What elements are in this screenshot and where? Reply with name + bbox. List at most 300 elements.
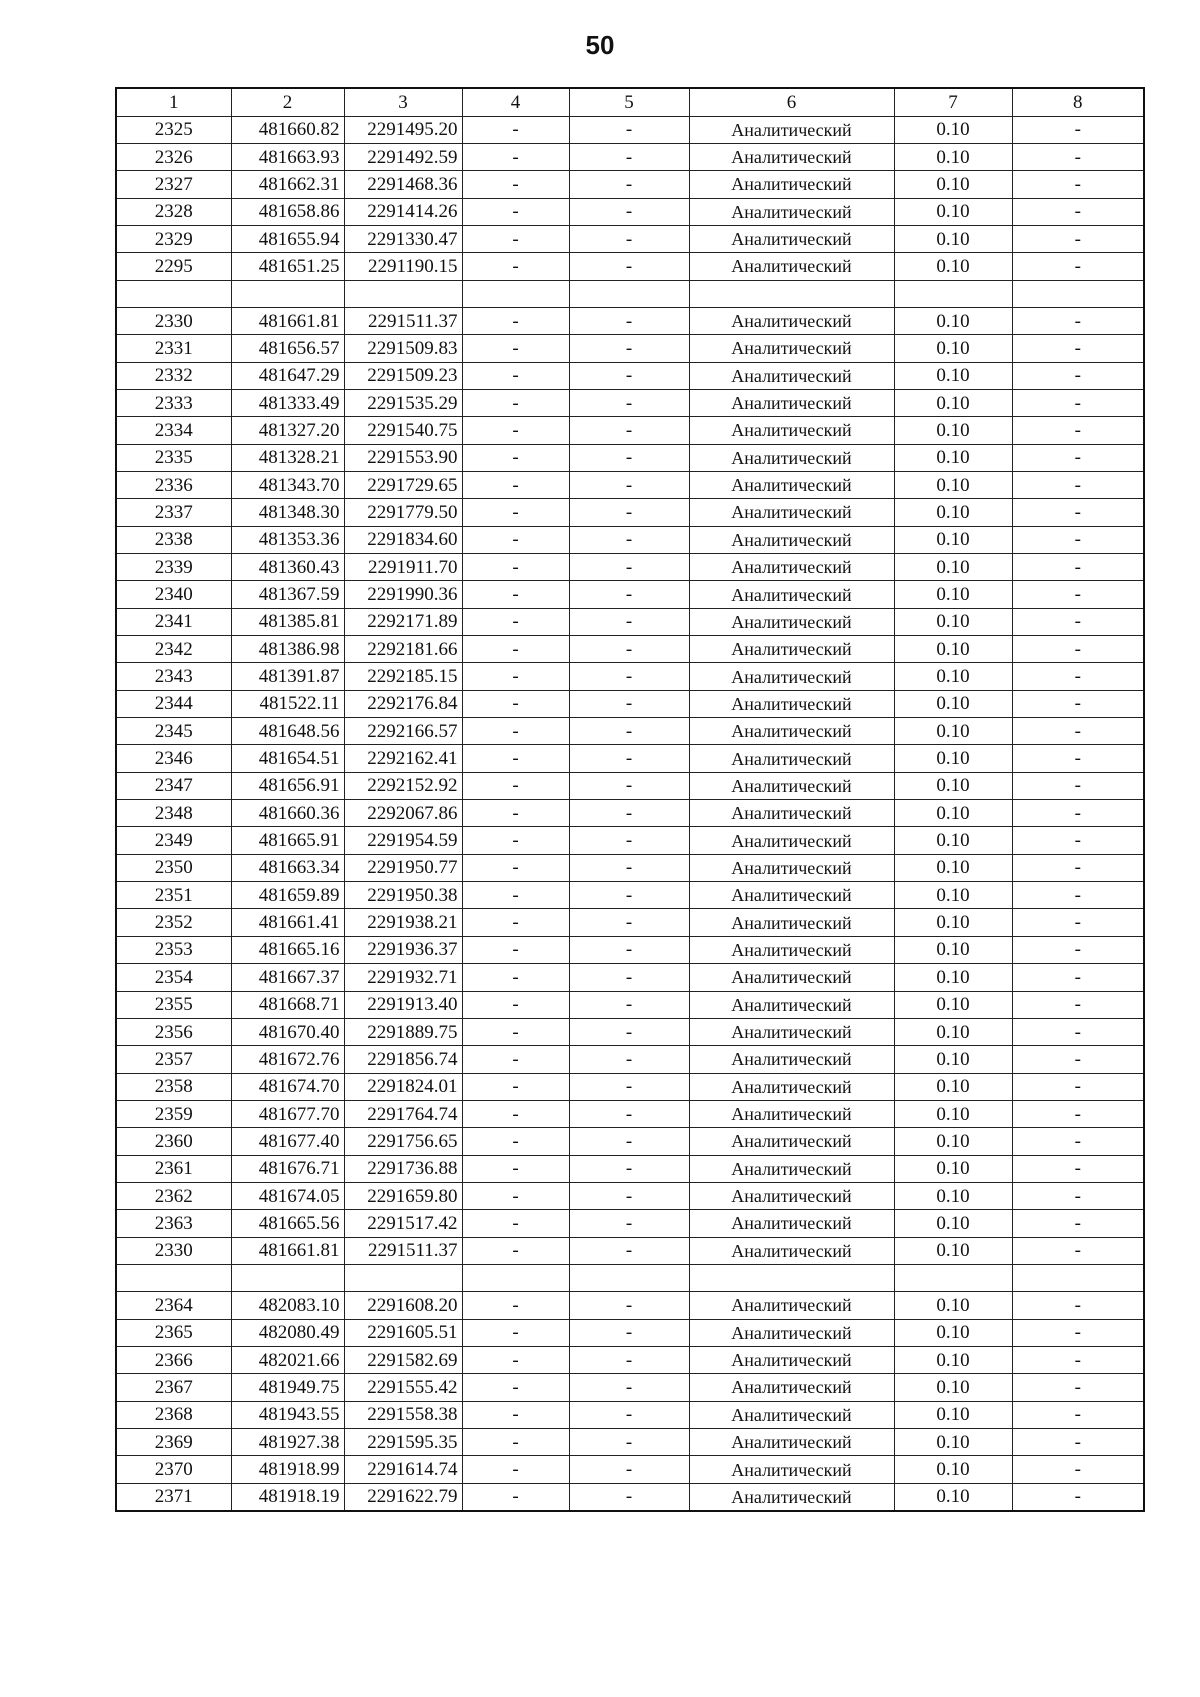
method-cell: Аналитический (689, 964, 894, 991)
method-cell: Аналитический (689, 225, 894, 252)
x-coordinate-cell: 481658.86 (231, 198, 344, 225)
y-coordinate-cell: 2291540.75 (344, 417, 462, 444)
column-4-cell: - (462, 827, 569, 854)
point-number-cell: 2368 (116, 1401, 231, 1428)
column-4-cell: - (462, 718, 569, 745)
point-number-cell: 2369 (116, 1429, 231, 1456)
column-8-cell: - (1012, 1210, 1144, 1237)
y-coordinate-cell (344, 280, 462, 307)
column-4-cell: - (462, 198, 569, 225)
accuracy-cell: 0.10 (894, 964, 1012, 991)
table-row (116, 690, 1144, 717)
column-5-cell: - (569, 581, 689, 608)
x-coordinate-cell: 481674.05 (231, 1182, 344, 1209)
method-cell: Аналитический (689, 1100, 894, 1127)
x-coordinate-cell: 481672.76 (231, 1046, 344, 1073)
y-coordinate-cell: 2291889.75 (344, 1018, 462, 1045)
column-4-cell: - (462, 936, 569, 963)
x-coordinate-cell: 481661.41 (231, 909, 344, 936)
column-8-cell: - (1012, 116, 1144, 143)
accuracy-cell: 0.10 (894, 1018, 1012, 1045)
accuracy-cell: 0.10 (894, 909, 1012, 936)
method-cell: Аналитический (689, 1292, 894, 1319)
accuracy-cell: 0.10 (894, 417, 1012, 444)
column-8-cell: - (1012, 444, 1144, 471)
column-4-cell: - (462, 1073, 569, 1100)
accuracy-cell: 0.10 (894, 335, 1012, 362)
table-row (116, 116, 1144, 143)
column-8-cell: - (1012, 1456, 1144, 1483)
table-row (116, 991, 1144, 1018)
column-header: 1 (116, 88, 231, 116)
x-coordinate-cell: 481360.43 (231, 554, 344, 581)
table-row (116, 1046, 1144, 1073)
table-row (116, 581, 1144, 608)
column-5-cell: - (569, 1128, 689, 1155)
x-coordinate-cell: 481918.19 (231, 1483, 344, 1510)
column-8-cell: - (1012, 581, 1144, 608)
column-8-cell: - (1012, 718, 1144, 745)
x-coordinate-cell: 481656.91 (231, 772, 344, 799)
column-5-cell: - (569, 1155, 689, 1182)
x-coordinate-cell: 482083.10 (231, 1292, 344, 1319)
x-coordinate-cell: 481648.56 (231, 718, 344, 745)
x-coordinate-cell: 481670.40 (231, 1018, 344, 1045)
table-row (116, 526, 1144, 553)
table-row (116, 389, 1144, 416)
column-4-cell: - (462, 581, 569, 608)
column-5-cell: - (569, 745, 689, 772)
point-number-cell: 2357 (116, 1046, 231, 1073)
column-4-cell: - (462, 1155, 569, 1182)
accuracy-cell: 0.10 (894, 1429, 1012, 1456)
point-number-cell: 2349 (116, 827, 231, 854)
column-8-cell: - (1012, 143, 1144, 170)
column-5-cell: - (569, 882, 689, 909)
point-number-cell: 2365 (116, 1319, 231, 1346)
column-4-cell: - (462, 663, 569, 690)
column-8-cell (1012, 1264, 1144, 1291)
table-row (116, 745, 1144, 772)
point-number-cell: 2354 (116, 964, 231, 991)
column-4-cell: - (462, 417, 569, 444)
column-8-cell: - (1012, 171, 1144, 198)
column-header: 4 (462, 88, 569, 116)
y-coordinate-cell: 2291582.69 (344, 1346, 462, 1373)
column-5-cell: - (569, 608, 689, 635)
y-coordinate-cell: 2291608.20 (344, 1292, 462, 1319)
y-coordinate-cell: 2291736.88 (344, 1155, 462, 1182)
column-4-cell: - (462, 690, 569, 717)
accuracy-cell: 0.10 (894, 554, 1012, 581)
point-number-cell: 2333 (116, 389, 231, 416)
table-row (116, 1456, 1144, 1483)
column-4-cell: - (462, 1046, 569, 1073)
point-number-cell: 2295 (116, 253, 231, 280)
column-8-cell: - (1012, 1292, 1144, 1319)
x-coordinate-cell: 481665.56 (231, 1210, 344, 1237)
method-cell: Аналитический (689, 1237, 894, 1264)
point-number-cell (116, 1264, 231, 1291)
table-row (116, 1155, 1144, 1182)
table-row (116, 362, 1144, 389)
column-8-cell: - (1012, 1429, 1144, 1456)
column-5-cell: - (569, 718, 689, 745)
column-4-cell: - (462, 307, 569, 334)
point-number-cell: 2371 (116, 1483, 231, 1510)
column-4-cell: - (462, 444, 569, 471)
point-number-cell: 2347 (116, 772, 231, 799)
column-4-cell: - (462, 1346, 569, 1373)
column-8-cell: - (1012, 389, 1144, 416)
column-5-cell: - (569, 1374, 689, 1401)
column-8-cell: - (1012, 882, 1144, 909)
y-coordinate-cell: 2291756.65 (344, 1128, 462, 1155)
y-coordinate-cell: 2291622.79 (344, 1483, 462, 1510)
column-4-cell: - (462, 1128, 569, 1155)
point-number-cell: 2341 (116, 608, 231, 635)
x-coordinate-cell: 481927.38 (231, 1429, 344, 1456)
column-5-cell: - (569, 1073, 689, 1100)
accuracy-cell: 0.10 (894, 1319, 1012, 1346)
y-coordinate-cell: 2291729.65 (344, 471, 462, 498)
y-coordinate-cell: 2291414.26 (344, 198, 462, 225)
y-coordinate-cell: 2291936.37 (344, 936, 462, 963)
table-row (116, 1429, 1144, 1456)
method-cell: Аналитический (689, 143, 894, 170)
column-5-cell: - (569, 991, 689, 1018)
y-coordinate-cell: 2292162.41 (344, 745, 462, 772)
method-cell: Аналитический (689, 1483, 894, 1510)
column-4-cell: - (462, 389, 569, 416)
point-number-cell: 2329 (116, 225, 231, 252)
column-5-cell: - (569, 909, 689, 936)
x-coordinate-cell: 481343.70 (231, 471, 344, 498)
column-5-cell: - (569, 1210, 689, 1237)
accuracy-cell: 0.10 (894, 663, 1012, 690)
x-coordinate-cell: 481674.70 (231, 1073, 344, 1100)
column-8-cell: - (1012, 636, 1144, 663)
table-row (116, 1210, 1144, 1237)
column-5-cell (569, 1264, 689, 1291)
column-5-cell: - (569, 690, 689, 717)
accuracy-cell: 0.10 (894, 389, 1012, 416)
column-4-cell: - (462, 882, 569, 909)
accuracy-cell: 0.10 (894, 745, 1012, 772)
table-row (116, 772, 1144, 799)
point-number-cell: 2336 (116, 471, 231, 498)
table-row (116, 198, 1144, 225)
method-cell: Аналитический (689, 1046, 894, 1073)
accuracy-cell: 0.10 (894, 307, 1012, 334)
x-coordinate-cell: 481677.40 (231, 1128, 344, 1155)
accuracy-cell: 0.10 (894, 1210, 1012, 1237)
table-row (116, 417, 1144, 444)
y-coordinate-cell: 2291511.37 (344, 307, 462, 334)
y-coordinate-cell: 2291938.21 (344, 909, 462, 936)
x-coordinate-cell: 481385.81 (231, 608, 344, 635)
column-8-cell: - (1012, 1018, 1144, 1045)
method-cell: Аналитический (689, 171, 894, 198)
y-coordinate-cell: 2292166.57 (344, 718, 462, 745)
column-8-cell: - (1012, 1346, 1144, 1373)
page-number: 50 (585, 30, 615, 60)
column-4-cell: - (462, 909, 569, 936)
method-cell: Аналитический (689, 389, 894, 416)
column-5-cell: - (569, 1100, 689, 1127)
x-coordinate-cell: 481918.99 (231, 1456, 344, 1483)
column-5-cell: - (569, 800, 689, 827)
table-body (116, 116, 1144, 1511)
method-cell: Аналитический (689, 471, 894, 498)
column-4-cell: - (462, 991, 569, 1018)
x-coordinate-cell: 482021.66 (231, 1346, 344, 1373)
column-4-cell: - (462, 143, 569, 170)
column-5-cell (569, 280, 689, 307)
column-4-cell: - (462, 253, 569, 280)
column-5-cell: - (569, 389, 689, 416)
method-cell: Аналитический (689, 1401, 894, 1428)
point-number-cell: 2330 (116, 1237, 231, 1264)
accuracy-cell: 0.10 (894, 636, 1012, 663)
accuracy-cell: 0.10 (894, 198, 1012, 225)
column-5-cell: - (569, 1483, 689, 1510)
column-5-cell: - (569, 1018, 689, 1045)
table-row (116, 608, 1144, 635)
method-cell: Аналитический (689, 800, 894, 827)
column-5-cell: - (569, 1429, 689, 1456)
point-number-cell: 2334 (116, 417, 231, 444)
column-8-cell: - (1012, 1100, 1144, 1127)
method-cell: Аналитический (689, 444, 894, 471)
table-row (116, 471, 1144, 498)
y-coordinate-cell: 2291911.70 (344, 554, 462, 581)
column-5-cell: - (569, 307, 689, 334)
column-8-cell: - (1012, 800, 1144, 827)
method-cell: Аналитический (689, 116, 894, 143)
y-coordinate-cell: 2291954.59 (344, 827, 462, 854)
point-number-cell: 2355 (116, 991, 231, 1018)
point-number-cell: 2325 (116, 116, 231, 143)
column-8-cell: - (1012, 225, 1144, 252)
x-coordinate-cell: 481663.34 (231, 854, 344, 881)
x-coordinate-cell: 481667.37 (231, 964, 344, 991)
column-5-cell: - (569, 1456, 689, 1483)
column-4-cell: - (462, 772, 569, 799)
y-coordinate-cell: 2291856.74 (344, 1046, 462, 1073)
x-coordinate-cell: 481662.31 (231, 171, 344, 198)
accuracy-cell: 0.10 (894, 882, 1012, 909)
point-number-cell: 2339 (116, 554, 231, 581)
column-5-cell: - (569, 198, 689, 225)
column-5-cell: - (569, 554, 689, 581)
column-5-cell: - (569, 663, 689, 690)
method-cell: Аналитический (689, 253, 894, 280)
table-row (116, 1182, 1144, 1209)
column-5-cell: - (569, 143, 689, 170)
column-8-cell: - (1012, 663, 1144, 690)
point-number-cell: 2330 (116, 307, 231, 334)
point-number-cell: 2327 (116, 171, 231, 198)
column-4-cell: - (462, 1018, 569, 1045)
column-8-cell: - (1012, 1155, 1144, 1182)
accuracy-cell: 0.10 (894, 116, 1012, 143)
column-4-cell: - (462, 1429, 569, 1456)
table-row (116, 1292, 1144, 1319)
column-header: 5 (569, 88, 689, 116)
x-coordinate-cell: 481659.89 (231, 882, 344, 909)
table-row (116, 253, 1144, 280)
method-cell (689, 280, 894, 307)
column-4-cell: - (462, 1237, 569, 1264)
column-5-cell: - (569, 636, 689, 663)
y-coordinate-cell: 2291492.59 (344, 143, 462, 170)
column-8-cell: - (1012, 526, 1144, 553)
method-cell: Аналитический (689, 1210, 894, 1237)
table-row (116, 143, 1144, 170)
method-cell: Аналитический (689, 335, 894, 362)
column-5-cell: - (569, 444, 689, 471)
y-coordinate-cell: 2291913.40 (344, 991, 462, 1018)
method-cell: Аналитический (689, 991, 894, 1018)
point-number-cell: 2364 (116, 1292, 231, 1319)
column-5-cell: - (569, 1292, 689, 1319)
y-coordinate-cell: 2291509.83 (344, 335, 462, 362)
accuracy-cell: 0.10 (894, 800, 1012, 827)
x-coordinate-cell: 481660.36 (231, 800, 344, 827)
column-8-cell: - (1012, 936, 1144, 963)
column-5-cell: - (569, 1346, 689, 1373)
column-4-cell: - (462, 335, 569, 362)
column-5-cell: - (569, 854, 689, 881)
point-number-cell: 2340 (116, 581, 231, 608)
table-row (116, 280, 1144, 307)
table-row (116, 1018, 1144, 1045)
x-coordinate-cell: 481661.81 (231, 307, 344, 334)
table-row (116, 1237, 1144, 1264)
accuracy-cell: 0.10 (894, 1346, 1012, 1373)
column-header: 7 (894, 88, 1012, 116)
column-4-cell: - (462, 745, 569, 772)
method-cell: Аналитический (689, 827, 894, 854)
x-coordinate-cell: 481386.98 (231, 636, 344, 663)
column-4-cell (462, 280, 569, 307)
accuracy-cell: 0.10 (894, 1182, 1012, 1209)
y-coordinate-cell: 2291764.74 (344, 1100, 462, 1127)
column-4-cell: - (462, 1456, 569, 1483)
accuracy-cell: 0.10 (894, 471, 1012, 498)
point-number-cell: 2361 (116, 1155, 231, 1182)
column-4-cell: - (462, 1292, 569, 1319)
y-coordinate-cell: 2291990.36 (344, 581, 462, 608)
column-4-cell: - (462, 554, 569, 581)
method-cell: Аналитический (689, 772, 894, 799)
accuracy-cell: 0.10 (894, 1374, 1012, 1401)
x-coordinate-cell: 481391.87 (231, 663, 344, 690)
accuracy-cell: 0.10 (894, 1292, 1012, 1319)
point-number-cell: 2363 (116, 1210, 231, 1237)
point-number-cell: 2343 (116, 663, 231, 690)
x-coordinate-cell: 481333.49 (231, 389, 344, 416)
accuracy-cell: 0.10 (894, 936, 1012, 963)
column-8-cell: - (1012, 417, 1144, 444)
table-row (116, 909, 1144, 936)
point-number-cell: 2362 (116, 1182, 231, 1209)
column-8-cell: - (1012, 1182, 1144, 1209)
table-row (116, 335, 1144, 362)
y-coordinate-cell (344, 1264, 462, 1291)
y-coordinate-cell: 2291468.36 (344, 171, 462, 198)
point-number-cell: 2346 (116, 745, 231, 772)
accuracy-cell: 0.10 (894, 581, 1012, 608)
method-cell: Аналитический (689, 663, 894, 690)
column-8-cell: - (1012, 772, 1144, 799)
accuracy-cell: 0.10 (894, 444, 1012, 471)
column-8-cell: - (1012, 1374, 1144, 1401)
y-coordinate-cell: 2292171.89 (344, 608, 462, 635)
x-coordinate-cell: 481654.51 (231, 745, 344, 772)
column-5-cell: - (569, 471, 689, 498)
table-row (116, 1264, 1144, 1291)
method-cell: Аналитический (689, 882, 894, 909)
column-5-cell: - (569, 225, 689, 252)
column-8-cell: - (1012, 1237, 1144, 1264)
column-header: 6 (689, 88, 894, 116)
point-number-cell: 2356 (116, 1018, 231, 1045)
column-8-cell: - (1012, 307, 1144, 334)
column-4-cell (462, 1264, 569, 1291)
column-8-cell: - (1012, 335, 1144, 362)
method-cell: Аналитический (689, 1018, 894, 1045)
x-coordinate-cell (231, 1264, 344, 1291)
accuracy-cell: 0.10 (894, 827, 1012, 854)
column-5-cell: - (569, 171, 689, 198)
column-8-cell: - (1012, 964, 1144, 991)
method-cell: Аналитический (689, 608, 894, 635)
y-coordinate-cell: 2291555.42 (344, 1374, 462, 1401)
x-coordinate-cell: 481676.71 (231, 1155, 344, 1182)
x-coordinate-cell: 481651.25 (231, 253, 344, 280)
column-8-cell: - (1012, 1128, 1144, 1155)
method-cell: Аналитический (689, 581, 894, 608)
method-cell: Аналитический (689, 554, 894, 581)
accuracy-cell: 0.10 (894, 854, 1012, 881)
column-8-cell: - (1012, 1401, 1144, 1428)
x-coordinate-cell: 481367.59 (231, 581, 344, 608)
table-row (116, 554, 1144, 581)
x-coordinate-cell: 481665.91 (231, 827, 344, 854)
method-cell: Аналитический (689, 690, 894, 717)
x-coordinate-cell: 481522.11 (231, 690, 344, 717)
point-number-cell: 2352 (116, 909, 231, 936)
table-row (116, 499, 1144, 526)
accuracy-cell: 0.10 (894, 143, 1012, 170)
point-number-cell (116, 280, 231, 307)
accuracy-cell: 0.10 (894, 1073, 1012, 1100)
x-coordinate-cell: 481647.29 (231, 362, 344, 389)
accuracy-cell: 0.10 (894, 1456, 1012, 1483)
table-row (116, 444, 1144, 471)
x-coordinate-cell: 481656.57 (231, 335, 344, 362)
column-4-cell: - (462, 1210, 569, 1237)
y-coordinate-cell: 2291950.77 (344, 854, 462, 881)
accuracy-cell: 0.10 (894, 253, 1012, 280)
x-coordinate-cell: 481677.70 (231, 1100, 344, 1127)
point-number-cell: 2326 (116, 143, 231, 170)
x-coordinate-cell: 481327.20 (231, 417, 344, 444)
y-coordinate-cell: 2291509.23 (344, 362, 462, 389)
column-5-cell: - (569, 1046, 689, 1073)
